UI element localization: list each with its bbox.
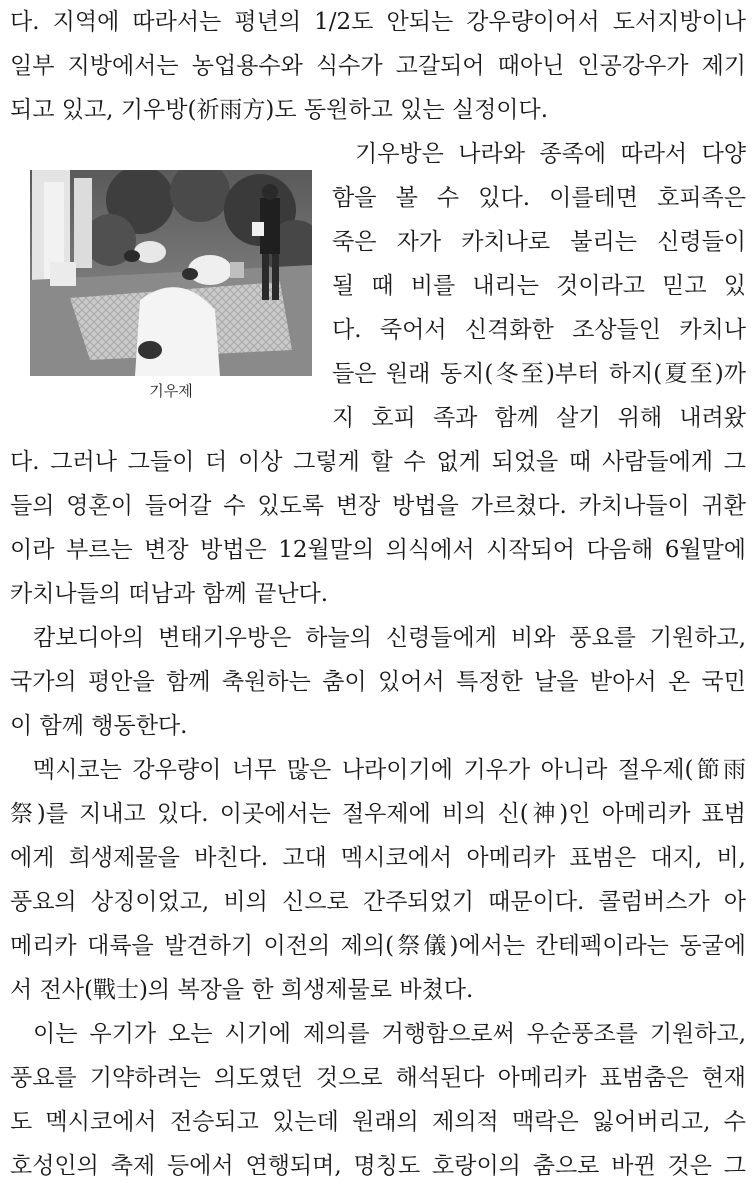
- text-line: 국가의 평안을 함께 축원하는 춤이 있어서 특정한 날을 받아서 온 국민: [10, 669, 746, 695]
- text-line: 캄보디아의 변태기우방은 하늘의 신령들에게 비와 풍요를 기원하고,: [33, 625, 747, 651]
- text-line: 멕시코는 강우량이 너무 많은 나라이기에 기우가 아니라 절우제(節雨: [33, 757, 746, 783]
- text-line: 카치나들의 떠남과 함께 끝난다.: [10, 581, 329, 607]
- text-line: 죽은 자가 카치나로 불리는 신령들이: [332, 229, 746, 255]
- text-line: 들의 영혼이 들어갈 수 있도록 변장 방법을 가르쳤다. 카치나들이 귀환: [10, 493, 746, 519]
- text-line: 서 전사(戰士)의 복장을 한 희생제물로 바쳤다.: [10, 977, 474, 1003]
- text-line: 메리카 대륙을 발견하기 이전의 제의(祭儀)에서는 칸테펙이라는 동굴에: [10, 933, 746, 959]
- ritual-photo: [30, 170, 312, 376]
- text-line: 이 함께 행동한다.: [10, 713, 188, 739]
- text-line: 다. 죽어서 신격화한 조상들인 카치나: [332, 317, 746, 343]
- text-line: 도 멕시코에서 전승되고 있는데 원래의 제의적 맥락은 잃어버리고, 수: [10, 1109, 746, 1135]
- text-line: 이라 부르는 변장 방법은 12월말의 의식에서 시작되어 다음해 6월말에: [10, 537, 746, 563]
- text-line: 祭)를 지내고 있다. 이곳에서는 절우제에 비의 신(神)인 아메리카 표범: [10, 801, 746, 827]
- text-line: 이는 우기가 오는 시기에 제의를 거행함으로써 우순풍조를 기원하고,: [33, 1021, 746, 1047]
- text-line: 될 때 비를 내리는 것이라고 믿고 있: [332, 273, 746, 299]
- ritual-photo-image: [30, 170, 312, 376]
- text-line: 다. 지역에 따라서는 평년의 1/2도 안되는 강우량이어서 도서지방이나: [10, 9, 746, 35]
- text-line: 호성인의 축제 등에서 연행되며, 명칭도 호랑이의 춤으로 바뀐 것은 그: [10, 1153, 746, 1179]
- text-line: 지 호피 족과 함께 살기 위해 내려왔: [332, 405, 746, 431]
- text-line: 되고 있고, 기우방(祈雨方)도 동원하고 있는 실정이다.: [10, 97, 549, 123]
- text-line: 들은 원래 동지(冬至)부터 하지(夏至)까: [332, 361, 746, 387]
- text-line: 함을 볼 수 있다. 이를테면 호피족은: [332, 185, 746, 211]
- figure-caption: 기우제: [149, 382, 193, 400]
- text-line: 풍요의 상징이었고, 비의 신으로 간주되었기 때문이다. 콜럼버스가 아: [10, 889, 746, 915]
- text-line: 기우방은 나라와 종족에 따라서 다양: [355, 141, 746, 167]
- text-line: 다. 그러나 그들이 더 이상 그렇게 할 수 없게 되었을 때 사람들에게 그: [10, 449, 746, 475]
- text-line: 풍요를 기약하려는 의도였던 것으로 해석된다 아메리카 표범춤은 현재: [10, 1065, 746, 1091]
- text-line: 일부 지방에서는 농업용수와 식수가 고갈되어 때아닌 인공강우가 제기: [10, 53, 746, 79]
- text-line: 에게 희생제물을 바친다. 고대 멕시코에서 아메리카 표범은 대지, 비,: [10, 845, 746, 871]
- document-page: [10, 0, 746, 1188]
